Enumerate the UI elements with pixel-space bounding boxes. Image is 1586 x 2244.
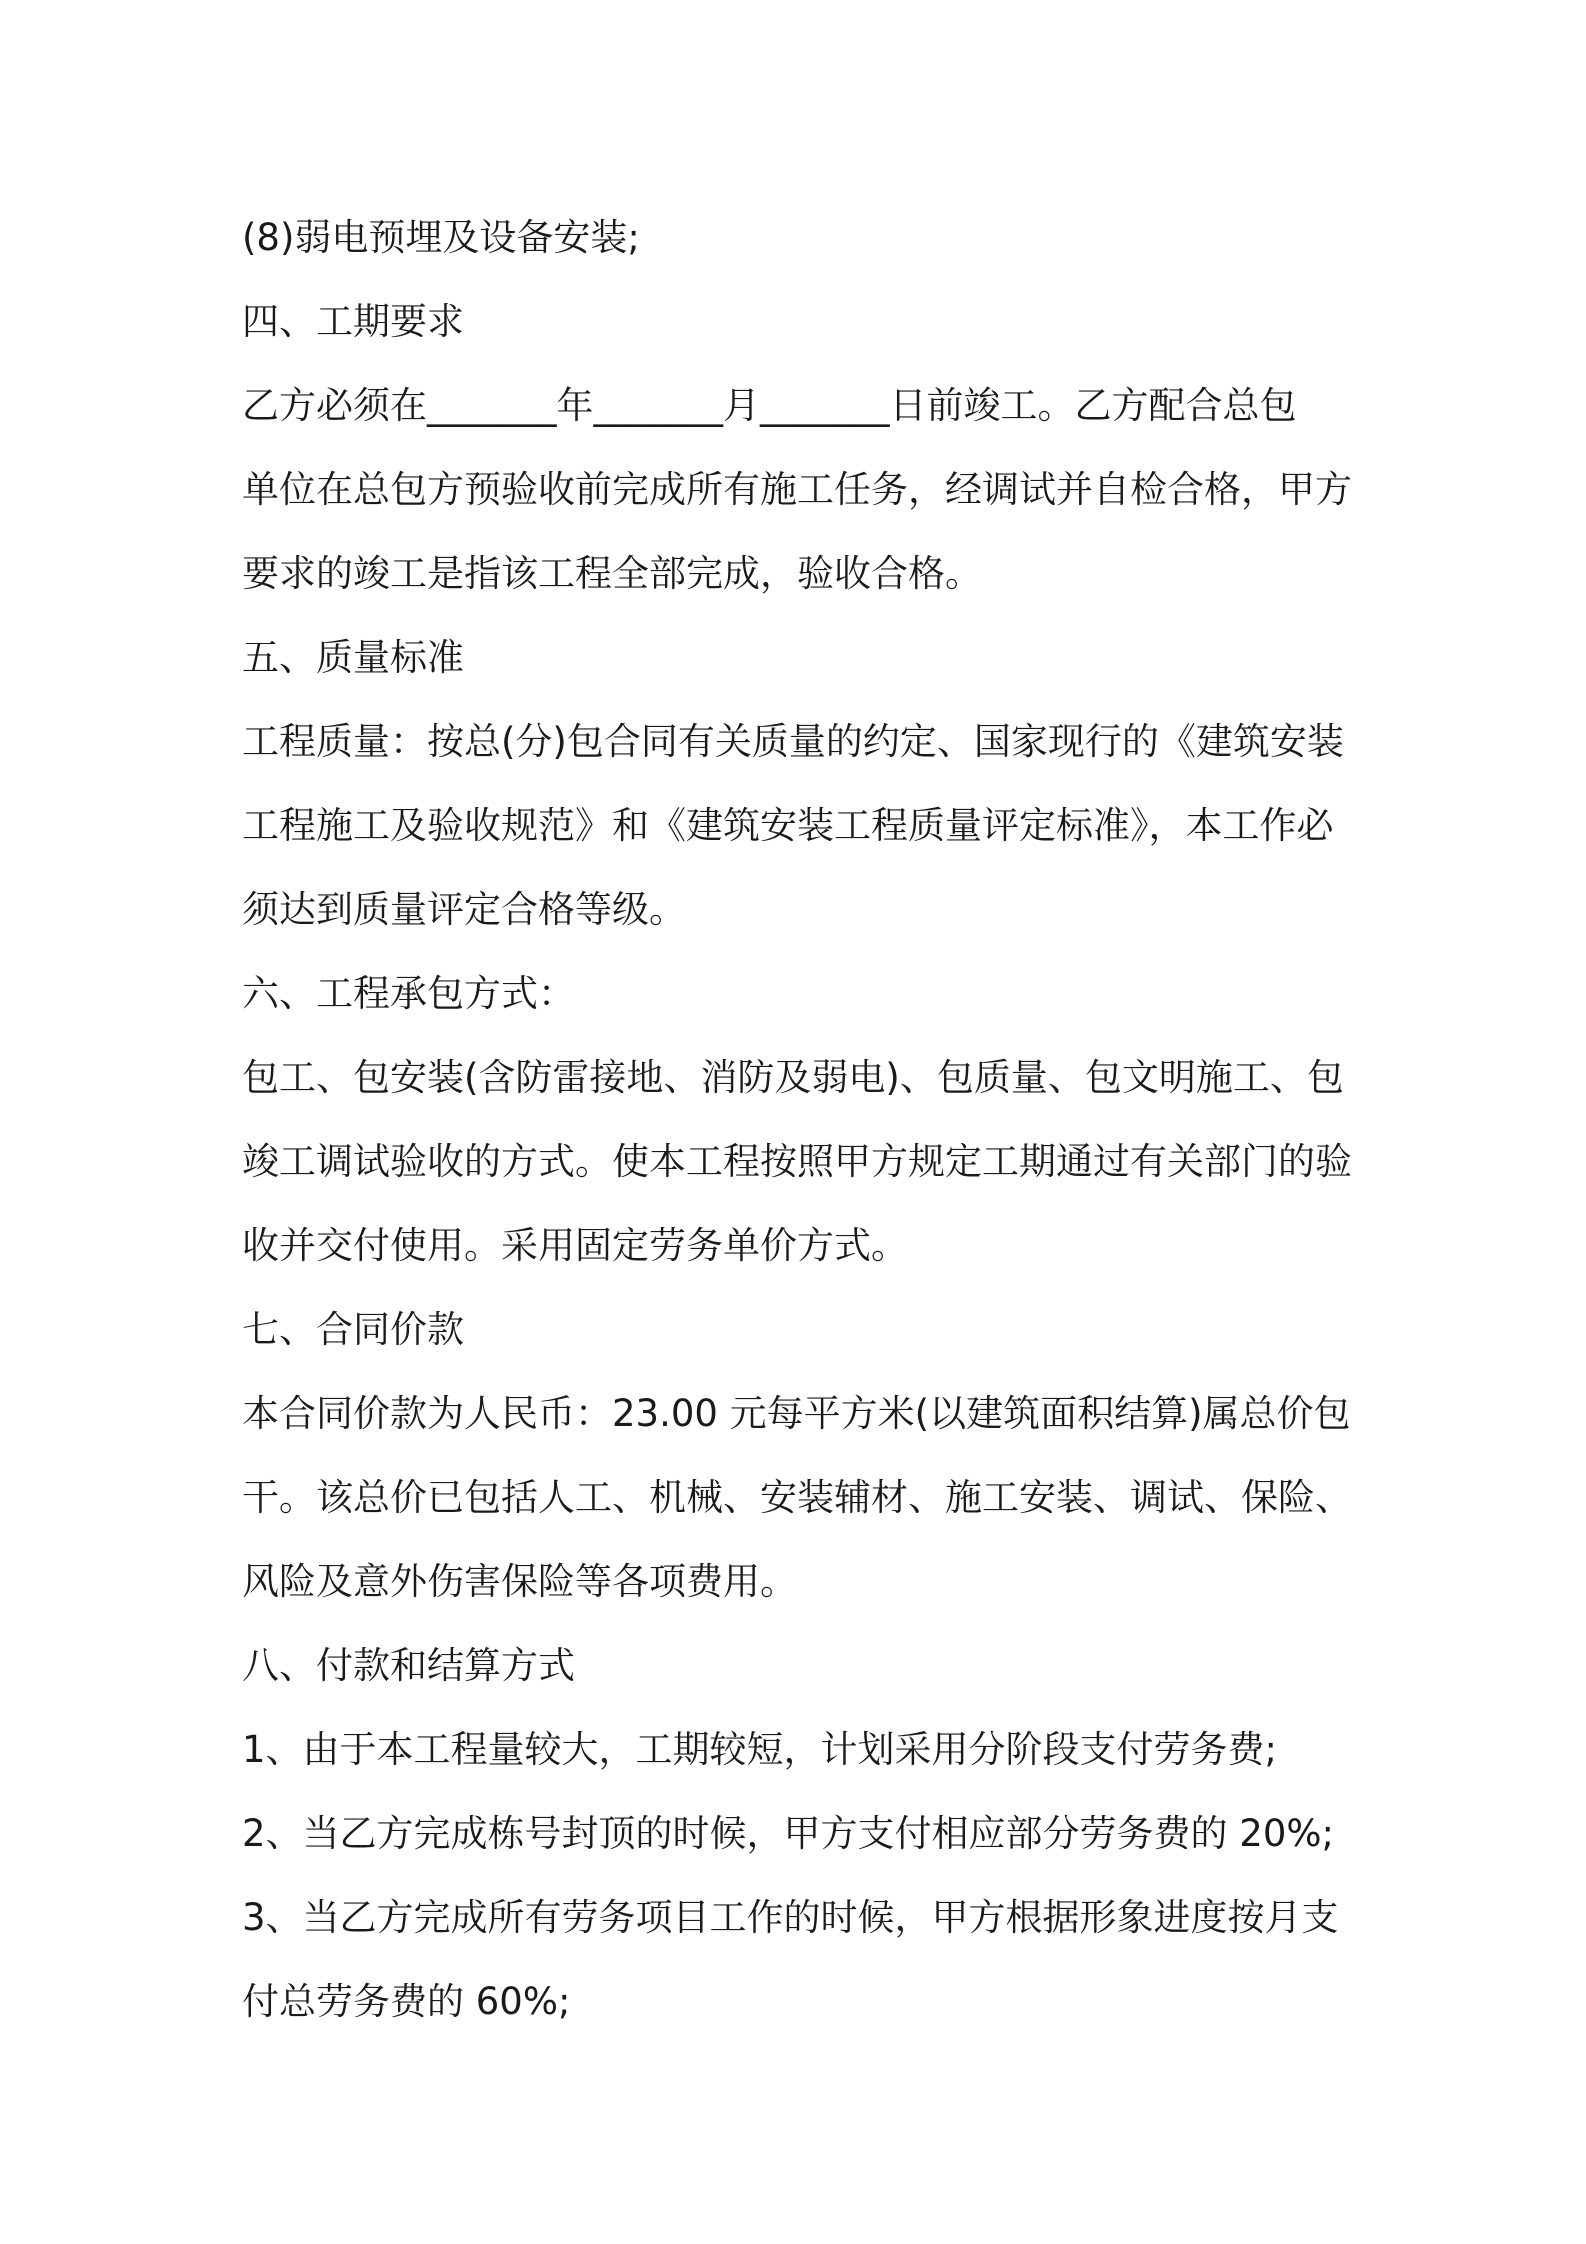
text-line: 付总劳务费的 60%;	[242, 1980, 571, 2023]
section-heading: 六、工程承包方式：	[242, 972, 575, 1015]
text-line: 竣工调试验收的方式。使本工程按照甲方规定工期通过有关部门的验	[242, 1140, 1352, 1183]
text-line: 本合同价款为人民币：23.00 元每平方米(以建筑面积结算)属总价包	[242, 1392, 1351, 1435]
text-line: 工程施工及验收规范》和《建筑安装工程质量评定标准》，本工作必	[242, 804, 1334, 847]
text-line: 包工、包安装(含防雷接地、消防及弱电)、包质量、包文明施工、包	[242, 1056, 1344, 1099]
text-line: (8)弱电预埋及设备安装;	[242, 216, 640, 259]
section-heading: 八、付款和结算方式	[242, 1644, 575, 1687]
text-line: 收并交付使用。采用固定劳务单价方式。	[242, 1224, 908, 1267]
text-line: 3、当乙方完成所有劳务项目工作的时候，甲方根据形象进度按月支	[242, 1896, 1339, 1939]
text-line: 2、当乙方完成栋号封顶的时候，甲方支付相应部分劳务费的 20%;	[242, 1812, 1335, 1855]
text-line: 工程质量：按总(分)包合同有关质量的约定、国家现行的《建筑安装	[242, 720, 1344, 763]
section-heading: 四、工期要求	[242, 300, 464, 343]
text-line: 乙方必须在_______年_______月_______日前竣工。乙方配合总包	[242, 384, 1297, 427]
text-line: 风险及意外伤害保险等各项费用。	[242, 1560, 797, 1603]
text-line: 1、由于本工程量较大，工期较短，计划采用分阶段支付劳务费;	[242, 1728, 1278, 1771]
text-line: 单位在总包方预验收前完成所有施工任务，经调试并自检合格，甲方	[242, 468, 1352, 511]
section-heading: 七、合同价款	[242, 1308, 464, 1351]
text-line: 要求的竣工是指该工程全部完成，验收合格。	[242, 552, 982, 595]
text-line: 干。该总价已包括人工、机械、安装辅材、施工安装、调试、保险、	[242, 1476, 1352, 1519]
document-body	[242, 196, 1362, 2044]
text-line: 须达到质量评定合格等级。	[242, 888, 686, 931]
section-heading: 五、质量标准	[242, 636, 464, 679]
